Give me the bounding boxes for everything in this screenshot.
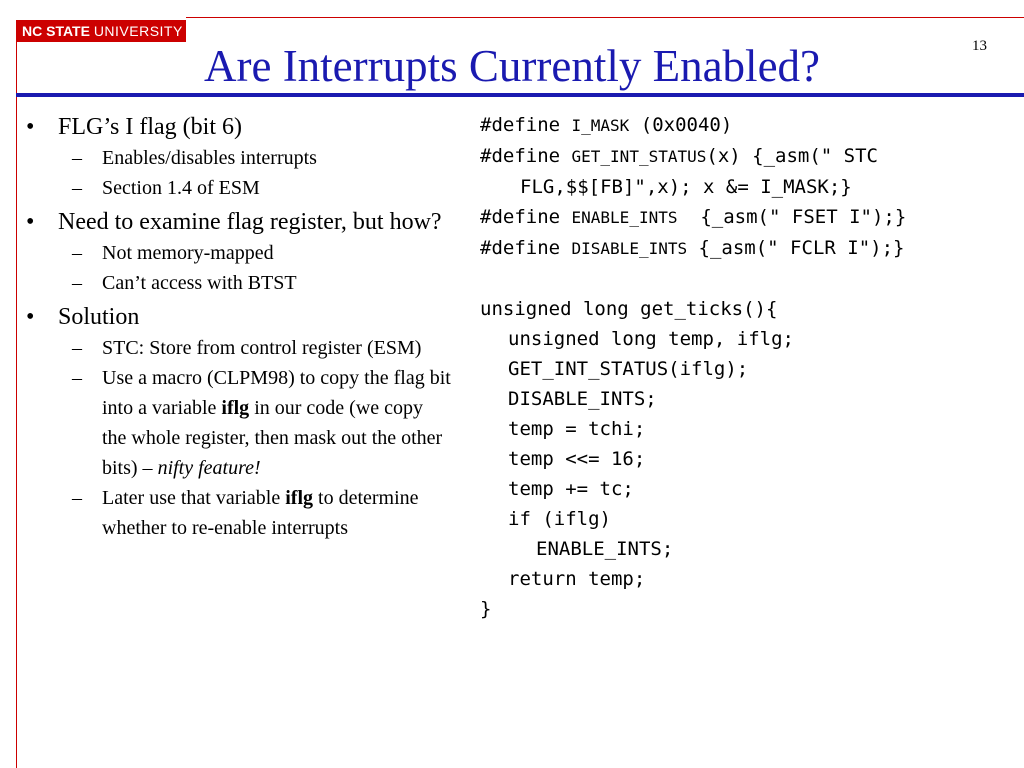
side-rule: [16, 42, 17, 768]
sub-bullet: [22, 173, 452, 203]
code-block: [480, 110, 1020, 624]
code-line: #define GET_INT_STATUS(x) {_asm(" STC: [480, 145, 878, 167]
code-line: temp = tchi;: [508, 418, 646, 440]
sub-bullet: [22, 238, 452, 268]
code-line: ENABLE_INTS;: [536, 538, 674, 560]
dash-marker: –: [72, 242, 82, 264]
dash-marker: –: [72, 177, 82, 199]
code-line: unsigned long get_ticks(){: [480, 298, 778, 320]
bullet-text: Solution: [58, 304, 140, 330]
variable-name-iflg: iflg: [221, 397, 250, 419]
bullet-dot: •: [26, 304, 35, 330]
code-line: #define DISABLE_INTS {_asm(" FCLR I");}: [480, 237, 905, 259]
sub-bullet-text: Section 1.4 of ESM: [102, 177, 260, 199]
code-line: unsigned long temp, iflg;: [508, 328, 794, 350]
bullet-list: [22, 108, 452, 543]
sub-bullet-text: Can’t access with BTST: [102, 272, 297, 294]
sub-bullet: [22, 363, 452, 483]
bullet-item: [22, 302, 452, 333]
bullet-text: FLG’s I flag (bit 6): [58, 114, 242, 140]
sub-bullet-text: Enables/disables interrupts: [102, 147, 317, 169]
code-line: }: [480, 598, 492, 620]
sub-bullet-text: Not memory-mapped: [102, 242, 274, 264]
logo-light-text: UNIVERSITY: [93, 23, 183, 39]
dash-marker: –: [72, 337, 82, 359]
dash-marker: –: [72, 272, 82, 294]
dash-marker: –: [72, 487, 82, 509]
code-line: FLG,$$[FB]",x); x &= I_MASK;}: [520, 176, 852, 198]
sub-bullet-text-part: Use a macro (CLPM98) to copy the flag bit into a variable: [102, 367, 451, 419]
bullet-text: Need to examine flag register, but how?: [58, 209, 442, 235]
bullet-dot: •: [26, 209, 35, 235]
bullet-item: [22, 112, 452, 143]
code-line: temp += tc;: [508, 478, 634, 500]
code-line: #define ENABLE_INTS {_asm(" FSET I");}: [480, 206, 907, 228]
variable-name-iflg: iflg: [285, 487, 314, 509]
code-line: DISABLE_INTS;: [508, 388, 657, 410]
code-line: return temp;: [508, 568, 646, 590]
sub-bullet: [22, 483, 452, 543]
code-line: if (iflg): [508, 508, 611, 530]
title-rule: [16, 93, 1024, 97]
logo-bold-text: NC STATE: [22, 23, 90, 39]
sub-bullet-text: STC: Store from control register (ESM): [102, 337, 422, 359]
dash-marker: –: [72, 147, 82, 169]
top-rule: [186, 17, 1024, 18]
sub-bullet-text-part: in our code (we copy the whole register, then mask out the other bits) –: [102, 397, 443, 479]
code-line: GET_INT_STATUS(iflg);: [508, 358, 749, 380]
sub-bullet: [22, 333, 452, 363]
bullet-dot: •: [26, 114, 35, 140]
bullet-item: [22, 207, 452, 238]
sub-bullet-text-part: to determine whether to re-enable interrupts: [102, 487, 419, 539]
dash-marker: –: [72, 367, 82, 389]
slide-title: Are Interrupts Currently Enabled?: [203, 41, 821, 91]
sub-bullet: [22, 268, 452, 298]
slide-number: 13: [972, 38, 987, 54]
sub-bullet: [22, 143, 452, 173]
code-line: #define I_MASK (0x0040): [480, 114, 733, 136]
sub-bullet-text-part: Later use that variable: [102, 487, 286, 509]
code-line: temp <<= 16;: [508, 448, 646, 470]
emphasis-text: nifty feature!: [157, 457, 261, 479]
